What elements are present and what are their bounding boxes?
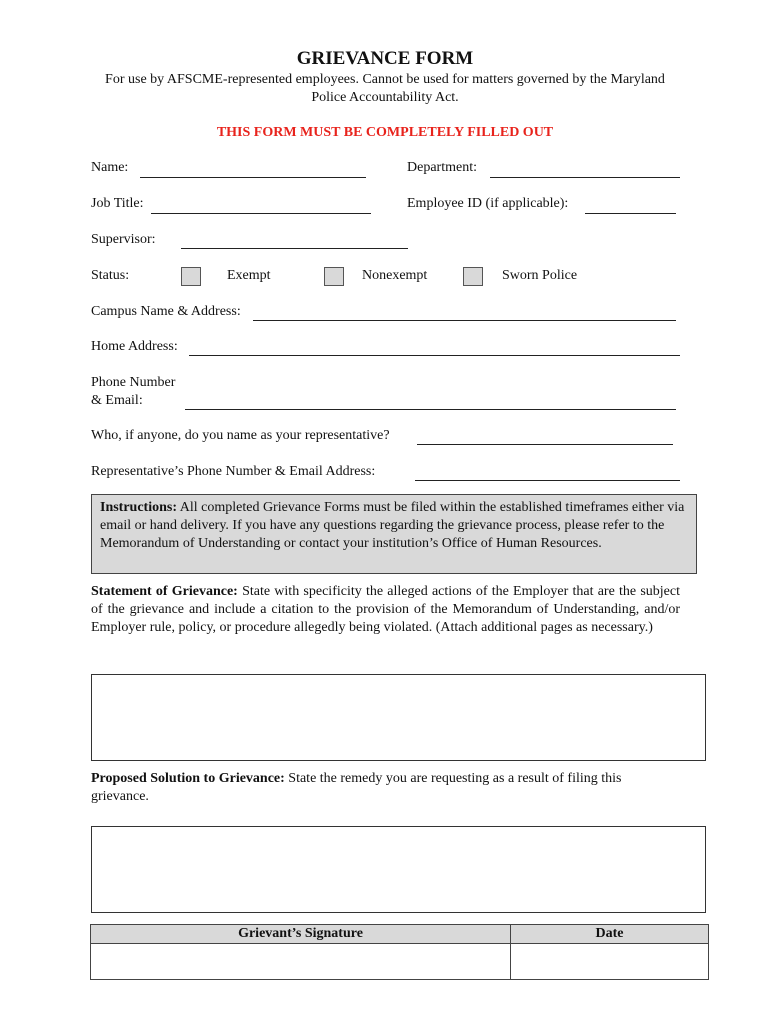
instructions-label: Instructions: — [100, 500, 178, 515]
signature-field[interactable] — [91, 944, 511, 980]
form-subtitle: For use by AFSCME-represented employees. Cannot be used for matters governed by the Maryland Police Accountability Act. — [105, 72, 665, 105]
exempt-label: Exempt — [227, 268, 271, 283]
form-title: GRIEVANCE FORM — [296, 48, 474, 69]
email-label: & Email: — [91, 393, 143, 408]
campus-input-line[interactable] — [253, 320, 676, 321]
home-address-input-line[interactable] — [189, 355, 680, 356]
employee-id-label: Employee ID (if applicable): — [407, 196, 569, 211]
instructions-box — [91, 494, 697, 574]
signature-header: Grievant’s Signature — [91, 925, 511, 944]
name-label: Name: — [91, 160, 129, 175]
date-field[interactable] — [511, 944, 709, 980]
sworn-police-label: Sworn Police — [502, 268, 578, 283]
representative-label: Who, if anyone, do you name as your representative? — [91, 428, 390, 443]
exempt-checkbox[interactable] — [181, 267, 201, 286]
signature-table — [90, 924, 709, 980]
instructions-text: All completed Grievance Forms must be filed within the established timeframes either via email or hand delivery. If you have any questions regarding the grievance process, please refer to the Memorandum of Understanding or contact your institution’s Office of Human Resources. — [100, 500, 685, 551]
statement-text: State with specificity the alleged actions of the Employer that are the subject of the grievance and include a citation to the provision of the Memorandum of Understanding, and/or Employer rule, policy, or procedure allegedly being violated. (Attach additional pages as necessary.) — [91, 584, 680, 635]
rep-contact-label: Representative’s Phone Number & Email Address: — [91, 464, 376, 479]
status-label: Status: — [91, 268, 130, 283]
name-input-line[interactable] — [140, 177, 366, 178]
proposed-solution — [91, 770, 680, 806]
campus-label: Campus Name & Address: — [91, 304, 241, 319]
employee-id-input-line[interactable] — [585, 213, 676, 214]
phone-email-input-line[interactable] — [185, 409, 676, 410]
nonexempt-checkbox[interactable] — [324, 267, 344, 286]
sworn-police-checkbox[interactable] — [463, 267, 483, 286]
department-input-line[interactable] — [490, 177, 680, 178]
nonexempt-label: Nonexempt — [362, 268, 428, 283]
supervisor-label: Supervisor: — [91, 232, 156, 247]
rep-contact-input-line[interactable] — [415, 480, 680, 481]
representative-input-line[interactable] — [417, 444, 673, 445]
date-header: Date — [511, 925, 709, 944]
solution-label: Proposed Solution to Grievance: — [91, 771, 285, 786]
supervisor-input-line[interactable] — [181, 248, 408, 249]
phone-label: Phone Number — [91, 375, 176, 390]
solution-text: State the remedy you are requesting as a result of filing this grievance. — [91, 771, 622, 804]
solution-textarea[interactable] — [91, 826, 706, 913]
job-title-input-line[interactable] — [151, 213, 371, 214]
completion-warning: THIS FORM MUST BE COMPLETELY FILLED OUT — [216, 125, 554, 140]
statement-textarea[interactable] — [91, 674, 706, 761]
department-label: Department: — [407, 160, 477, 175]
job-title-label: Job Title: — [91, 196, 144, 211]
home-address-label: Home Address: — [91, 339, 178, 354]
statement-label: Statement of Grievance: — [91, 584, 238, 599]
statement-of-grievance — [91, 583, 680, 637]
